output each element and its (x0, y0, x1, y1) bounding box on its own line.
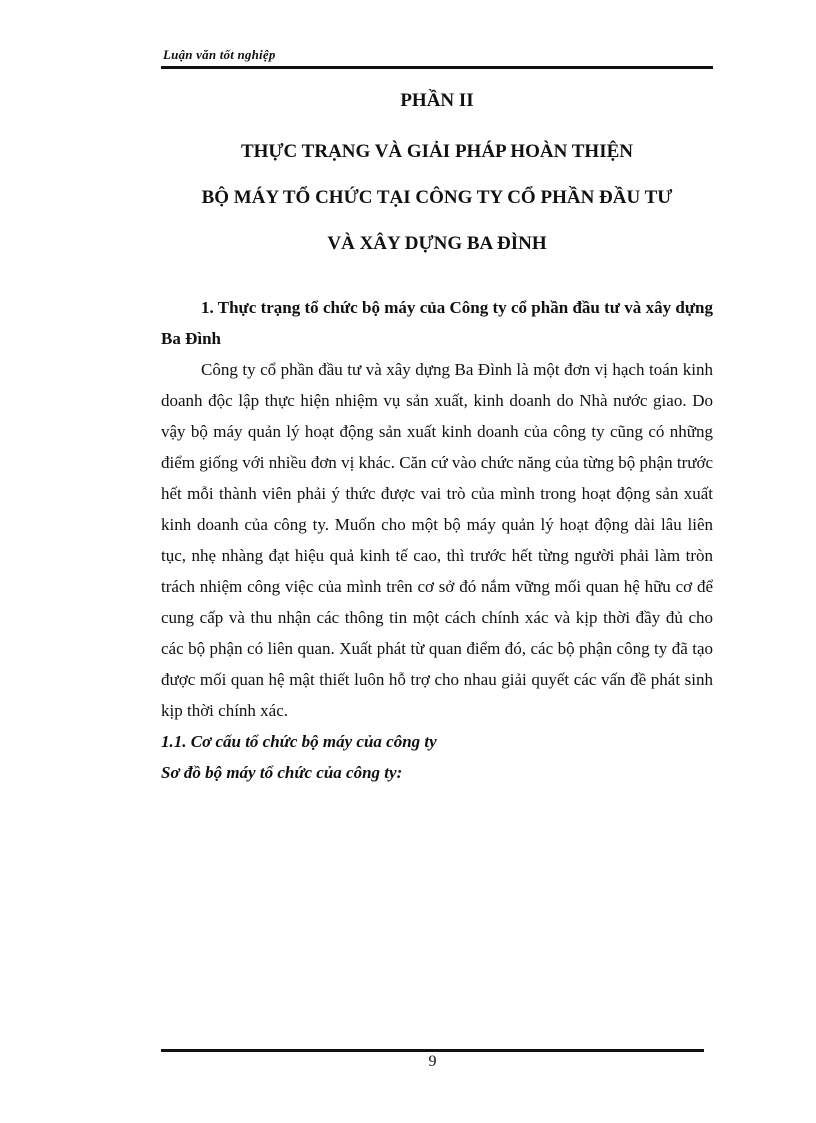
body-paragraph: Công ty cổ phần đầu tư và xây dựng Ba Đình là một đơn vị hạch toán kinh doanh độc lập thực hiện nhiệm vụ sản xuất, kinh doanh do Nhà nước giao. Do vậy bộ máy quản lý hoạt động sản xuất kinh doanh của công ty cũng có những điểm giống với nhiều đơn vị khác. Căn cứ vào chức năng của từng bộ phận trước hết mỗi thành viên phải ý thức được vai trò của mình trong hoạt động sản xuất kinh doanh của công ty. Muốn cho một bộ máy quản lý hoạt động dài lâu liên tục, nhẹ nhàng đạt hiệu quả kinh tế cao, thì trước hết từng người phải làm tròn trách nhiệm công việc của mình trên cơ sở đó nắm vững mối quan hệ hữu cơ để cung cấp và thu nhận các thông tin một cách chính xác và kịp thời đầy đủ cho các bộ phận có liên quan. Xuất phát từ quan điểm đó, các bộ phận công ty đã tạo được mối quan hệ mật thiết luôn hỗ trợ cho nhau giải quyết các vấn đề phát sinh kịp thời chính xác. (161, 360, 713, 720)
heading-line-2: BỘ MÁY TỔ CHỨC TẠI CÔNG TY CỔ PHẦN ĐẦU TƯ (201, 187, 673, 208)
running-header: Luận văn tốt nghiệp (163, 47, 276, 62)
section-title: 1. Thực trạng tổ chức bộ máy của Công ty cổ phần đầu tư và xây dựng Ba Đình (161, 298, 713, 348)
part-title: PHẦN II (400, 90, 474, 111)
subsection-title: 1.1. Cơ cấu tổ chức bộ máy của công ty (161, 732, 437, 751)
heading-line-1: THỰC TRẠNG VÀ GIẢI PHÁP HOÀN THIỆN (240, 141, 633, 162)
section-1 (161, 292, 713, 788)
heading-line-3: VÀ XÂY DỰNG BA ĐÌNH (327, 233, 547, 254)
footer-rule (161, 1049, 704, 1052)
page-number: 9 (428, 1053, 437, 1070)
header-rule (161, 66, 713, 69)
diagram-caption: Sơ đồ bộ máy tổ chức của công ty: (161, 763, 403, 782)
